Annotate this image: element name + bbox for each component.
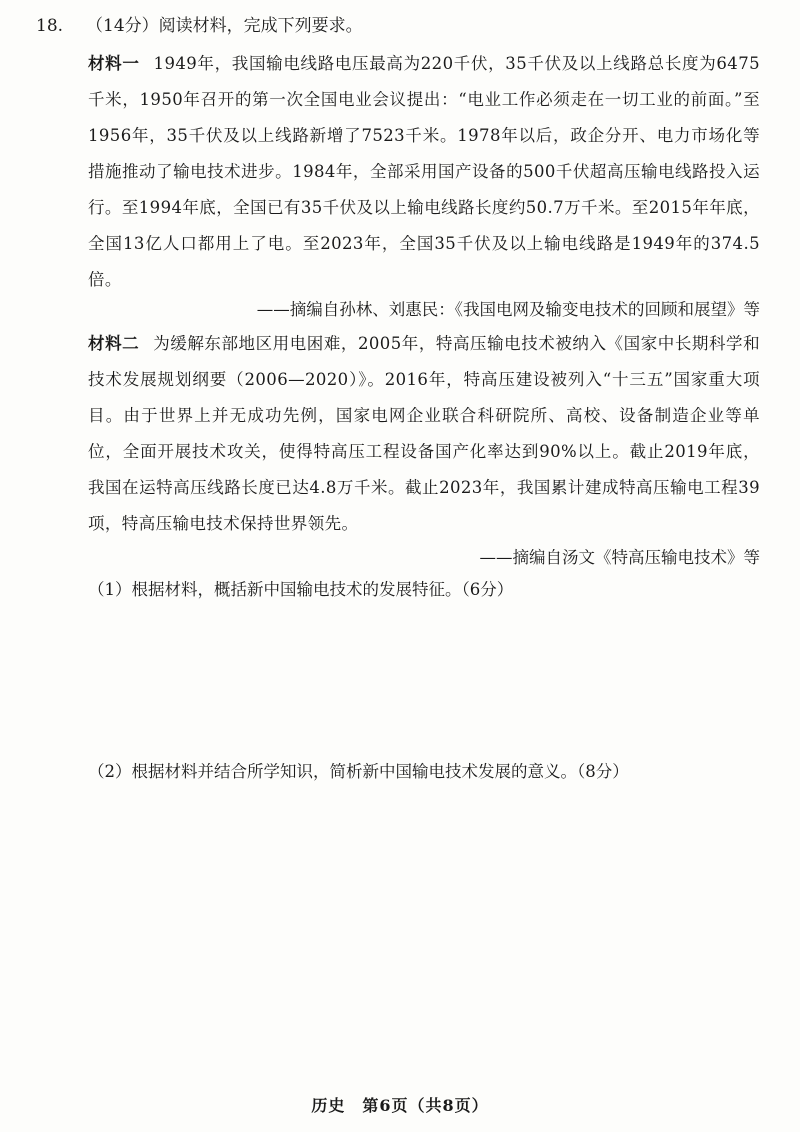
page-footer: 历史 第6页（共8页） (311, 1096, 489, 1115)
answer-space-2 (88, 792, 760, 1082)
question-header (36, 12, 363, 40)
material-two-source: ——摘编自汤文《特高压输电技术》等 (479, 548, 760, 567)
question-prompt: （14分）阅读材料，完成下列要求。 (86, 16, 363, 36)
answer-space-1 (88, 610, 760, 750)
material-one (88, 46, 760, 298)
material-one-label: 材料一 (88, 54, 140, 73)
material-one-text: 1949年，我国输电线路电压最高为220千伏，35千伏及以上线路总长度为6475千米，1950年召开的第一次全国电业会议提出：“电业工作必须走在一切工业的前面。”至1956年，35千伏及以上线路新增了7523千米。1978年以后，政企分开、电力市场化等措施推动了输电技术进步。1984年，全部采用国产设备的500千伏超高压输电线路投入运行。至1994年底，全国已有35千伏及以上输电线路长度约50.7万千米。至2015年年底，全国13亿人口都用上了电。至2023年，全国35千伏及以上输电线路是1949年的374.5倍。 (88, 54, 760, 289)
material-two-label: 材料二 (88, 334, 140, 353)
material-two-text: 为缓解东部地区用电困难，2005年，特高压输电技术被纳入《国家中长期科学和技术发展规划纲要（2006—2020）》。2016年，特高压建设被列入“十三五”国家重大项目。由于世界上并无成功先例，国家电网企业联合科研院所、高校、设备制造企业等单位，全面开展技术攻关，使得特高压工程设备国产化率达到90%以上。截止2019年底，我国在运特高压线路长度已达4.8万千米。截止2023年，我国累计建成特高压输电工程39项，特高压输电技术保持世界领先。 (88, 334, 760, 533)
question-number: 18. (36, 16, 64, 36)
sub-question-1: （1）根据材料，概括新中国输电技术的发展特征。（6分） (88, 580, 514, 599)
material-one-source: ——摘编自孙林、刘惠民：《我国电网及输变电技术的回顾和展望》等 (256, 300, 760, 319)
sub-question-2: （2）根据材料并结合所学知识，简析新中国输电技术发展的意义。（8分） (88, 762, 629, 781)
material-two (88, 326, 760, 542)
